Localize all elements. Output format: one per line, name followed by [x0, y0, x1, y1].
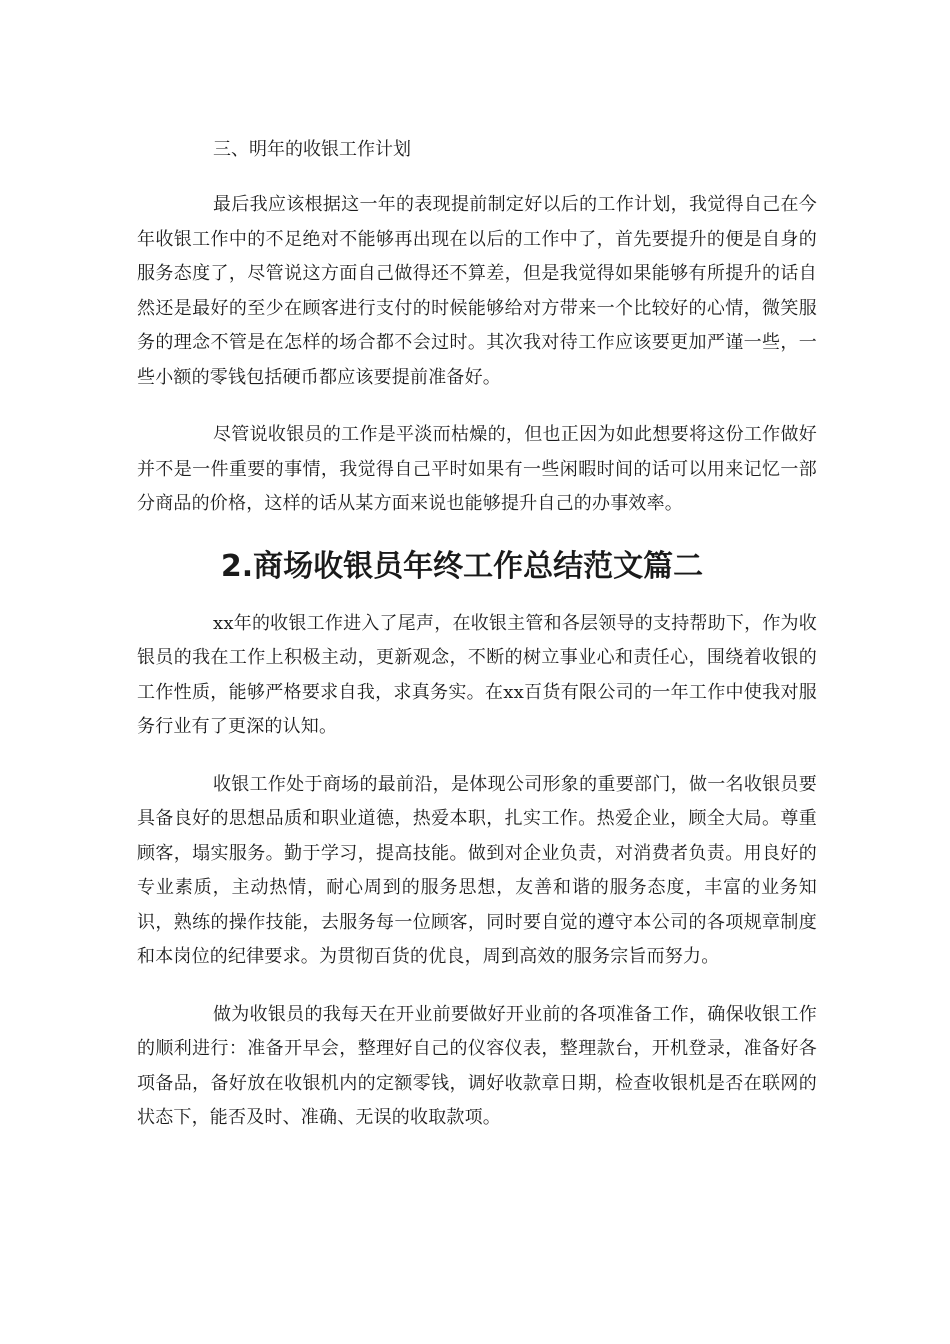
document-body — [137, 133, 817, 1159]
section-heading: 三、明年的收银工作计划 — [213, 139, 411, 160]
paragraph: 做为收银员的我每天在开业前要做好开业前的各项准备工作，确保收银工作的顺利进行：准备开早会，整理好自己的仪容仪表，整理款台，开机登录，准备好各项备品，备好放在收银机内的定额零钱，调好收款章日期，检查收银机是否在联网的状态下，能否及时、准确、无误的收取款项。 — [137, 1003, 817, 1128]
paragraph: 尽管说收银员的工作是平淡而枯燥的，但也正因为如此想要将这份工作做好并不是一件重要的事情，我觉得自己平时如果有一些闲暇时间的话可以用来记忆一部分商品的价格，这样的话从某方面来说也能够提升自己的办事效率。 — [137, 424, 817, 514]
paragraph: 最后我应该根据这一年的表现提前制定好以后的工作计划，我觉得自己在今年收银工作中的不足绝对不能够再出现在以后的工作中了，首先要提升的便是自身的服务态度了，尽管说这方面自己做得还不算差，但是我觉得如果能够有所提升的话自然还是最好的至少在顾客进行支付的时候能够给对方带来一个比较好的心情，微笑服务的理念不管是在怎样的场合都不会过时。其次我对待工作应该要更加严谨一些，一些小额的零钱包括硬币都应该要提前准备好。 — [137, 194, 817, 388]
paragraph: xx年的收银工作进入了尾声，在收银主管和各层领导的支持帮助下，作为收银员的我在工作上积极主动，更新观念，不断的树立事业心和责任心，围绕着收银的工作性质，能够严格要求自我，求真务实。在xx百货有限公司的一年工作中使我对服务行业有了更深的认知。 — [137, 612, 817, 737]
article-title: 2.商场收银员年终工作总结范文篇二 — [220, 548, 704, 584]
paragraph: 收银工作处于商场的最前沿，是体现公司形象的重要部门，做一名收银员要具备良好的思想品质和职业道德，热爱本职，扎实工作。热爱企业，顾全大局。尊重顾客，塌实服务。勤于学习，提高技能。做到对企业负责，对消费者负责。用良好的专业素质，主动热情，耐心周到的服务思想，友善和谐的服务态度，丰富的业务知识，熟练的操作技能，去服务每一位顾客，同时要自觉的遵守本公司的各项规章制度和本岗位的纪律要求。为贯彻百货的优良，周到高效的服务宗旨而努力。 — [137, 773, 817, 967]
